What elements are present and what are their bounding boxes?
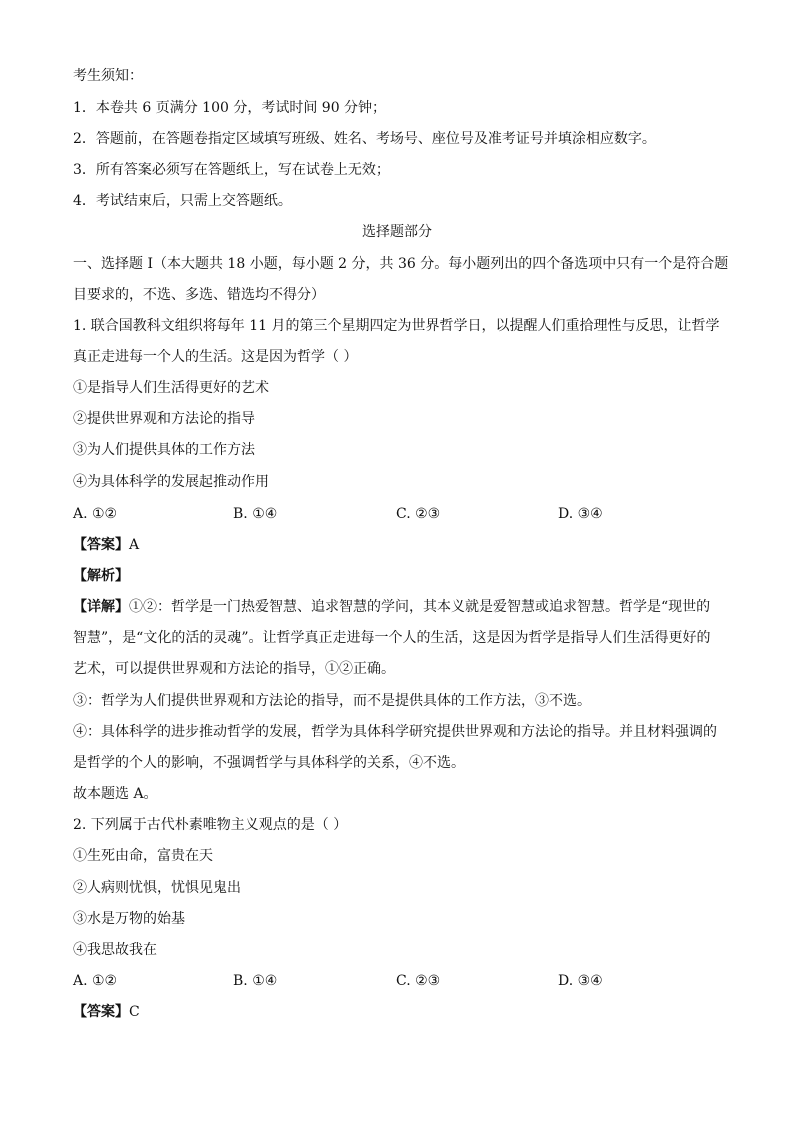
question-1-option-c: C. ②③ [396,506,441,522]
question-2-option-a: A. ①② [73,973,118,989]
detail-text: ④：具体科学的进步推动哲学的发展，哲学为具体科学研究提供世界观和方法论的指导。并且材料强调的 [73,724,717,740]
question-1-answer [73,535,139,555]
notice-item: 4．考试结束后，只需上交答题纸。 [73,193,292,209]
question-2-item: ④我思故我在 [73,942,157,958]
detail-text: 艺术，可以提供世界观和方法论的指导，①②正确。 [73,661,395,677]
question-2-answer [73,1002,140,1022]
question-2-option-d: D. ③④ [558,973,603,989]
section-intro: 一、选择题 Ⅰ（本大题共 18 小题，每小题 2 分，共 36 分。每小题列出的四个备选项中只有一个是符合题 [73,256,729,272]
question-1-option-d: D. ③④ [558,506,603,522]
question-1-detail [73,597,710,617]
question-2-option-c: C. ②③ [396,973,441,989]
question-2-stem: 2. 下列属于古代朴素唯物主义观点的是（ ） [73,817,348,833]
notice-item: 2．答题前，在答题卷指定区域填写班级、姓名、考场号、座位号及准考证号并填涂相应数字。 [73,131,656,147]
detail-label: 【详解】 [73,599,129,615]
question-2-item: ①生死由命，富贵在天 [73,848,213,864]
question-1-stem: 1. 联合国教科文组织将每年 11 月的第三个星期四定为世界哲学日，以提醒人们重拾理性与反思，让哲学 [73,318,720,334]
answer-value: A [129,537,140,553]
question-1-stem: 真正走进每一个人的生活。这是因为哲学（ ） [73,349,358,365]
question-1-item: ③为人们提供具体的工作方法 [73,442,255,458]
question-2-item: ③水是万物的始基 [73,911,185,927]
question-1-item: ①是指导人们生活得更好的艺术 [73,380,269,396]
question-1-option-b: B. ①④ [233,506,278,522]
notice-item: 3．所有答案必须写在答题纸上，写在试卷上无效； [73,162,390,178]
notice-item: 1．本卷共 6 页满分 100 分，考试时间 90 分钟； [73,100,387,116]
question-1-item: ④为具体科学的发展起推动作用 [73,474,269,490]
answer-label: 【答案】 [73,537,129,553]
notice-title: 考生须知： [73,68,143,84]
detail-text: ①②：哲学是一门热爱智慧、追求智慧的学问，其本义就是爱智慧或追求智慧。哲学是“现世的 [129,599,711,615]
question-1-item: ②提供世界观和方法论的指导 [73,411,255,427]
answer-label: 【答案】 [73,1004,129,1020]
question-2-item: ②人病则忧惧，忧惧见鬼出 [73,880,241,896]
analysis-label: 【解析】 [73,568,129,584]
detail-text: 是哲学的个人的影响，不强调哲学与具体科学的关系，④不选。 [73,755,465,771]
section-title: 选择题部分 [362,224,432,240]
detail-text: 故本题选 A。 [73,786,158,802]
question-1-option-a: A. ①② [73,506,118,522]
answer-value: C [129,1004,140,1020]
question-2-option-b: B. ①④ [233,973,278,989]
section-intro: 目要求的，不选、多选、错选均不得分） [73,287,325,303]
detail-text: ③：哲学为人们提供世界观和方法论的指导，而不是提供具体的工作方法，③不选。 [73,693,591,709]
detail-text: 智慧”，是“文化的活的灵魂”。让哲学真正走进每一个人的生活，这是因为哲学是指导人们生活得更好的 [73,630,711,646]
